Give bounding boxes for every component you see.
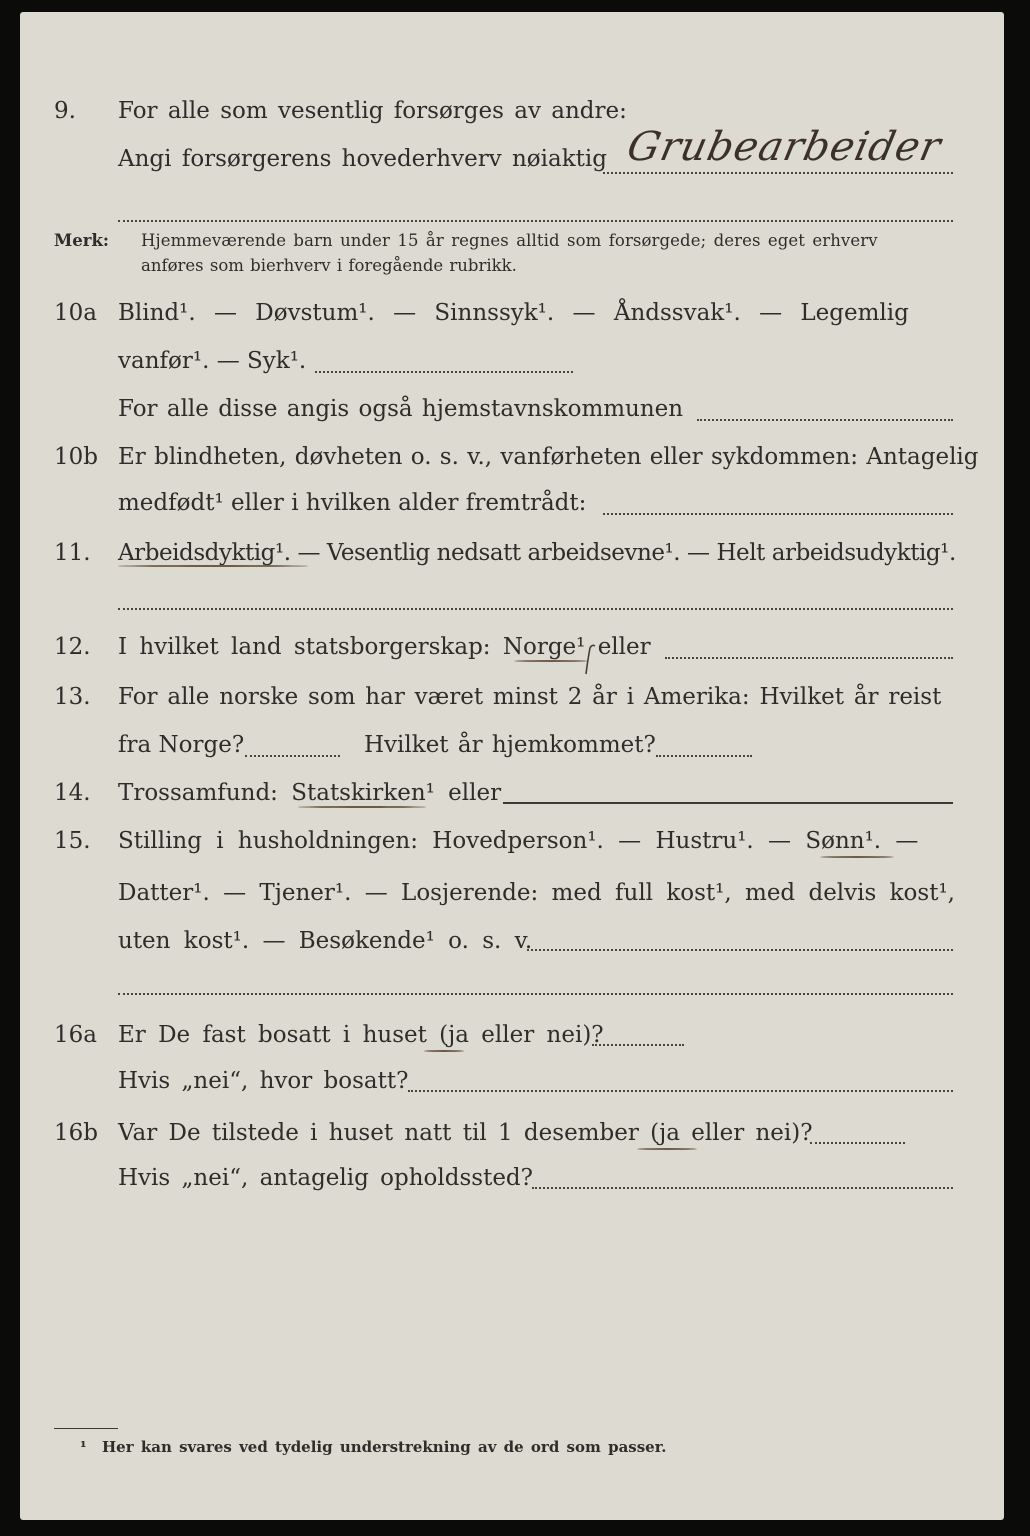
q16b-natt-line	[810, 1142, 905, 1144]
merk-line2: anføres som bierhverv i foregående rubrikk.	[141, 256, 517, 275]
q9-line2: Angi forsørgerens hovederhverv nøiaktig	[118, 146, 607, 172]
q10a-number: 10a	[54, 300, 97, 326]
merk-label: Merk:	[54, 231, 109, 250]
q10b-number: 10b	[54, 444, 98, 470]
q9-line1: For alle som vesentlig forsørges av andre:	[118, 98, 627, 124]
q9-number: 9.	[54, 98, 76, 124]
q16b-line2: Hvis „nei“, antagelig opholdssted?	[118, 1165, 533, 1191]
q16b-line1: Var De tilstede i huset natt til 1 desember (ja eller nei)?	[118, 1120, 813, 1146]
q16a-hvor-line	[408, 1090, 953, 1092]
q16b-ja-underline[interactable]	[637, 1148, 697, 1150]
q9-extra-line	[118, 220, 953, 222]
q12-norge-underline[interactable]	[514, 660, 588, 662]
q10a-kommune-line	[697, 419, 953, 421]
q11-number: 11.	[54, 540, 91, 566]
q16a-line1: Er De fast bosatt i huset (ja eller nei)?	[118, 1022, 604, 1048]
q12-line1: I hvilket land statsborgerskap: Norge¹ eller	[118, 634, 651, 660]
q10a-line1: Blind¹. — Døvstum¹. — Sinnssyk¹. — Åndssvak¹. — Legemlig	[118, 300, 909, 326]
merk-line1: Hjemmeværende barn under 15 år regnes alltid som forsørgede; deres eget erhverv	[141, 231, 878, 250]
q10b-line1: Er blindheten, døvheten o. s. v., vanførheten eller sykdommen: Antagelig	[118, 444, 979, 470]
q13-line1: For alle norske som har været minst 2 år i Amerika: Hvilket år reist	[118, 684, 942, 710]
q12-land-line	[665, 657, 953, 659]
q15-number: 15.	[54, 828, 91, 854]
q13-number: 13.	[54, 684, 91, 710]
q10a-syk-line	[315, 371, 573, 373]
q14-line1: Trossamfund: Statskirken¹ eller	[118, 780, 502, 806]
q10b-alder-line	[603, 513, 953, 515]
footnote-text: Her kan svares ved tydelig understrekning av de ord som passer.	[102, 1438, 667, 1456]
q15-sonn-underline[interactable]	[820, 856, 894, 858]
q16b-number: 16b	[54, 1120, 98, 1146]
q11-extra-line	[118, 608, 953, 610]
footnote-separator	[54, 1428, 118, 1429]
q12-number: 12.	[54, 634, 91, 660]
q9-answer-handwriting[interactable]: Grubearbeider	[623, 124, 946, 170]
q15-stilling-line	[527, 949, 953, 951]
q13-reist-line	[245, 755, 340, 757]
q16a-ja-underline[interactable]	[424, 1050, 464, 1052]
q10b-line2: medfødt¹ eller i hvilken alder fremtrådt:	[118, 490, 587, 516]
q11-arbeidsdyktig-underline[interactable]	[118, 565, 308, 567]
q13-line2b: Hvilket år hjemkommet?	[364, 732, 656, 758]
q15-line1: Stilling i husholdningen: Hovedperson¹. — Hustru¹. — Sønn¹. —	[118, 828, 919, 854]
q16b-opholdssted-line	[532, 1187, 953, 1189]
q15-line3: uten kost¹. — Besøkende¹ o. s. v.	[118, 928, 533, 954]
census-form-page	[20, 12, 1004, 1520]
q15-extra-line	[118, 993, 953, 995]
q14-trossamfund-line	[503, 802, 953, 804]
q10a-line3: For alle disse angis også hjemstavnskommunen	[118, 396, 684, 422]
q11-line1: Arbeidsdyktig¹. — Vesentlig nedsatt arbeidsevne¹. — Helt arbeidsudyktig¹.	[118, 540, 956, 566]
pen-stroke-mark	[580, 640, 600, 680]
q16a-number: 16a	[54, 1022, 97, 1048]
q13-hjemkommet-line	[656, 755, 752, 757]
footnote-mark: ¹	[80, 1438, 87, 1456]
q9-answer-line	[603, 172, 953, 174]
q13-line2a: fra Norge?	[118, 732, 245, 758]
q16a-line2: Hvis „nei“, hvor bosatt?	[118, 1068, 409, 1094]
q14-statskirken-underline[interactable]	[298, 806, 426, 808]
q15-line2: Datter¹. — Tjener¹. — Losjerende: med full kost¹, med delvis kost¹,	[118, 880, 955, 906]
q14-number: 14.	[54, 780, 91, 806]
q10a-line2: vanfør¹. — Syk¹.	[118, 348, 307, 374]
q16a-bosatt-line	[592, 1044, 684, 1046]
